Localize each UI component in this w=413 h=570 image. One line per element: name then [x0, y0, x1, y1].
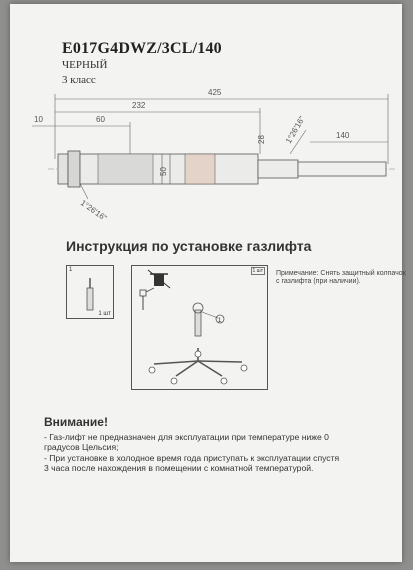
lift-end-cap	[58, 154, 68, 184]
warning-line: - При установке в холодное время года приступать к эксплуатации спустя	[44, 452, 340, 463]
installation-tag: 1 шт	[252, 268, 263, 274]
model-code: E017G4DWZ/3CL/140	[62, 40, 222, 57]
warning-title: Внимание!	[44, 415, 108, 429]
document-sheet	[10, 4, 406, 562]
dim-left-small: 10	[34, 115, 43, 124]
lift-rod	[258, 160, 298, 178]
dim-body-diameter: 50	[159, 167, 168, 176]
box-number: 1	[69, 267, 73, 273]
chair-wheels	[149, 351, 247, 384]
parts-box	[66, 265, 114, 319]
gas-lift-vertical	[195, 310, 201, 336]
callout-number: 1	[218, 318, 222, 324]
warning-line: градусов Цельсия;	[44, 442, 119, 453]
warning-line: 3 часа после нахождения в помещении с комнатной температурой.	[44, 462, 314, 473]
installation-note: Примечание: Снять защитный колпачок с газлифта (при наличии).	[276, 270, 406, 285]
lift-sleeve	[185, 154, 215, 184]
instruction-title: Инструкция по установке газлифта	[66, 238, 312, 254]
color-label: ЧЕРНЫЙ	[62, 59, 108, 71]
gas-lift-drawing	[10, 4, 402, 234]
warning-list	[44, 432, 404, 473]
installation-illustration	[132, 266, 267, 389]
dim-body: 232	[132, 101, 146, 110]
dim-taper-bottom: 1°26'16"	[78, 198, 109, 223]
warning-line: - Газ-лифт не предназначен для эксплуатации при температуре ниже 0	[44, 432, 329, 442]
dim-taper-top: 1°26'16"	[283, 114, 307, 145]
lift-piston	[298, 162, 386, 176]
cap-remove-icon	[140, 288, 154, 310]
dim-total: 425	[208, 88, 222, 97]
dim-rod-diameter: 28	[257, 135, 266, 144]
dim-stroke: 140	[336, 131, 350, 140]
box-quantity: 1 шт	[98, 311, 111, 317]
dim-mid: 60	[96, 115, 105, 124]
installation-box	[131, 265, 268, 390]
class-label: 3 класс	[62, 74, 96, 86]
trash-bin-icon	[148, 270, 170, 288]
